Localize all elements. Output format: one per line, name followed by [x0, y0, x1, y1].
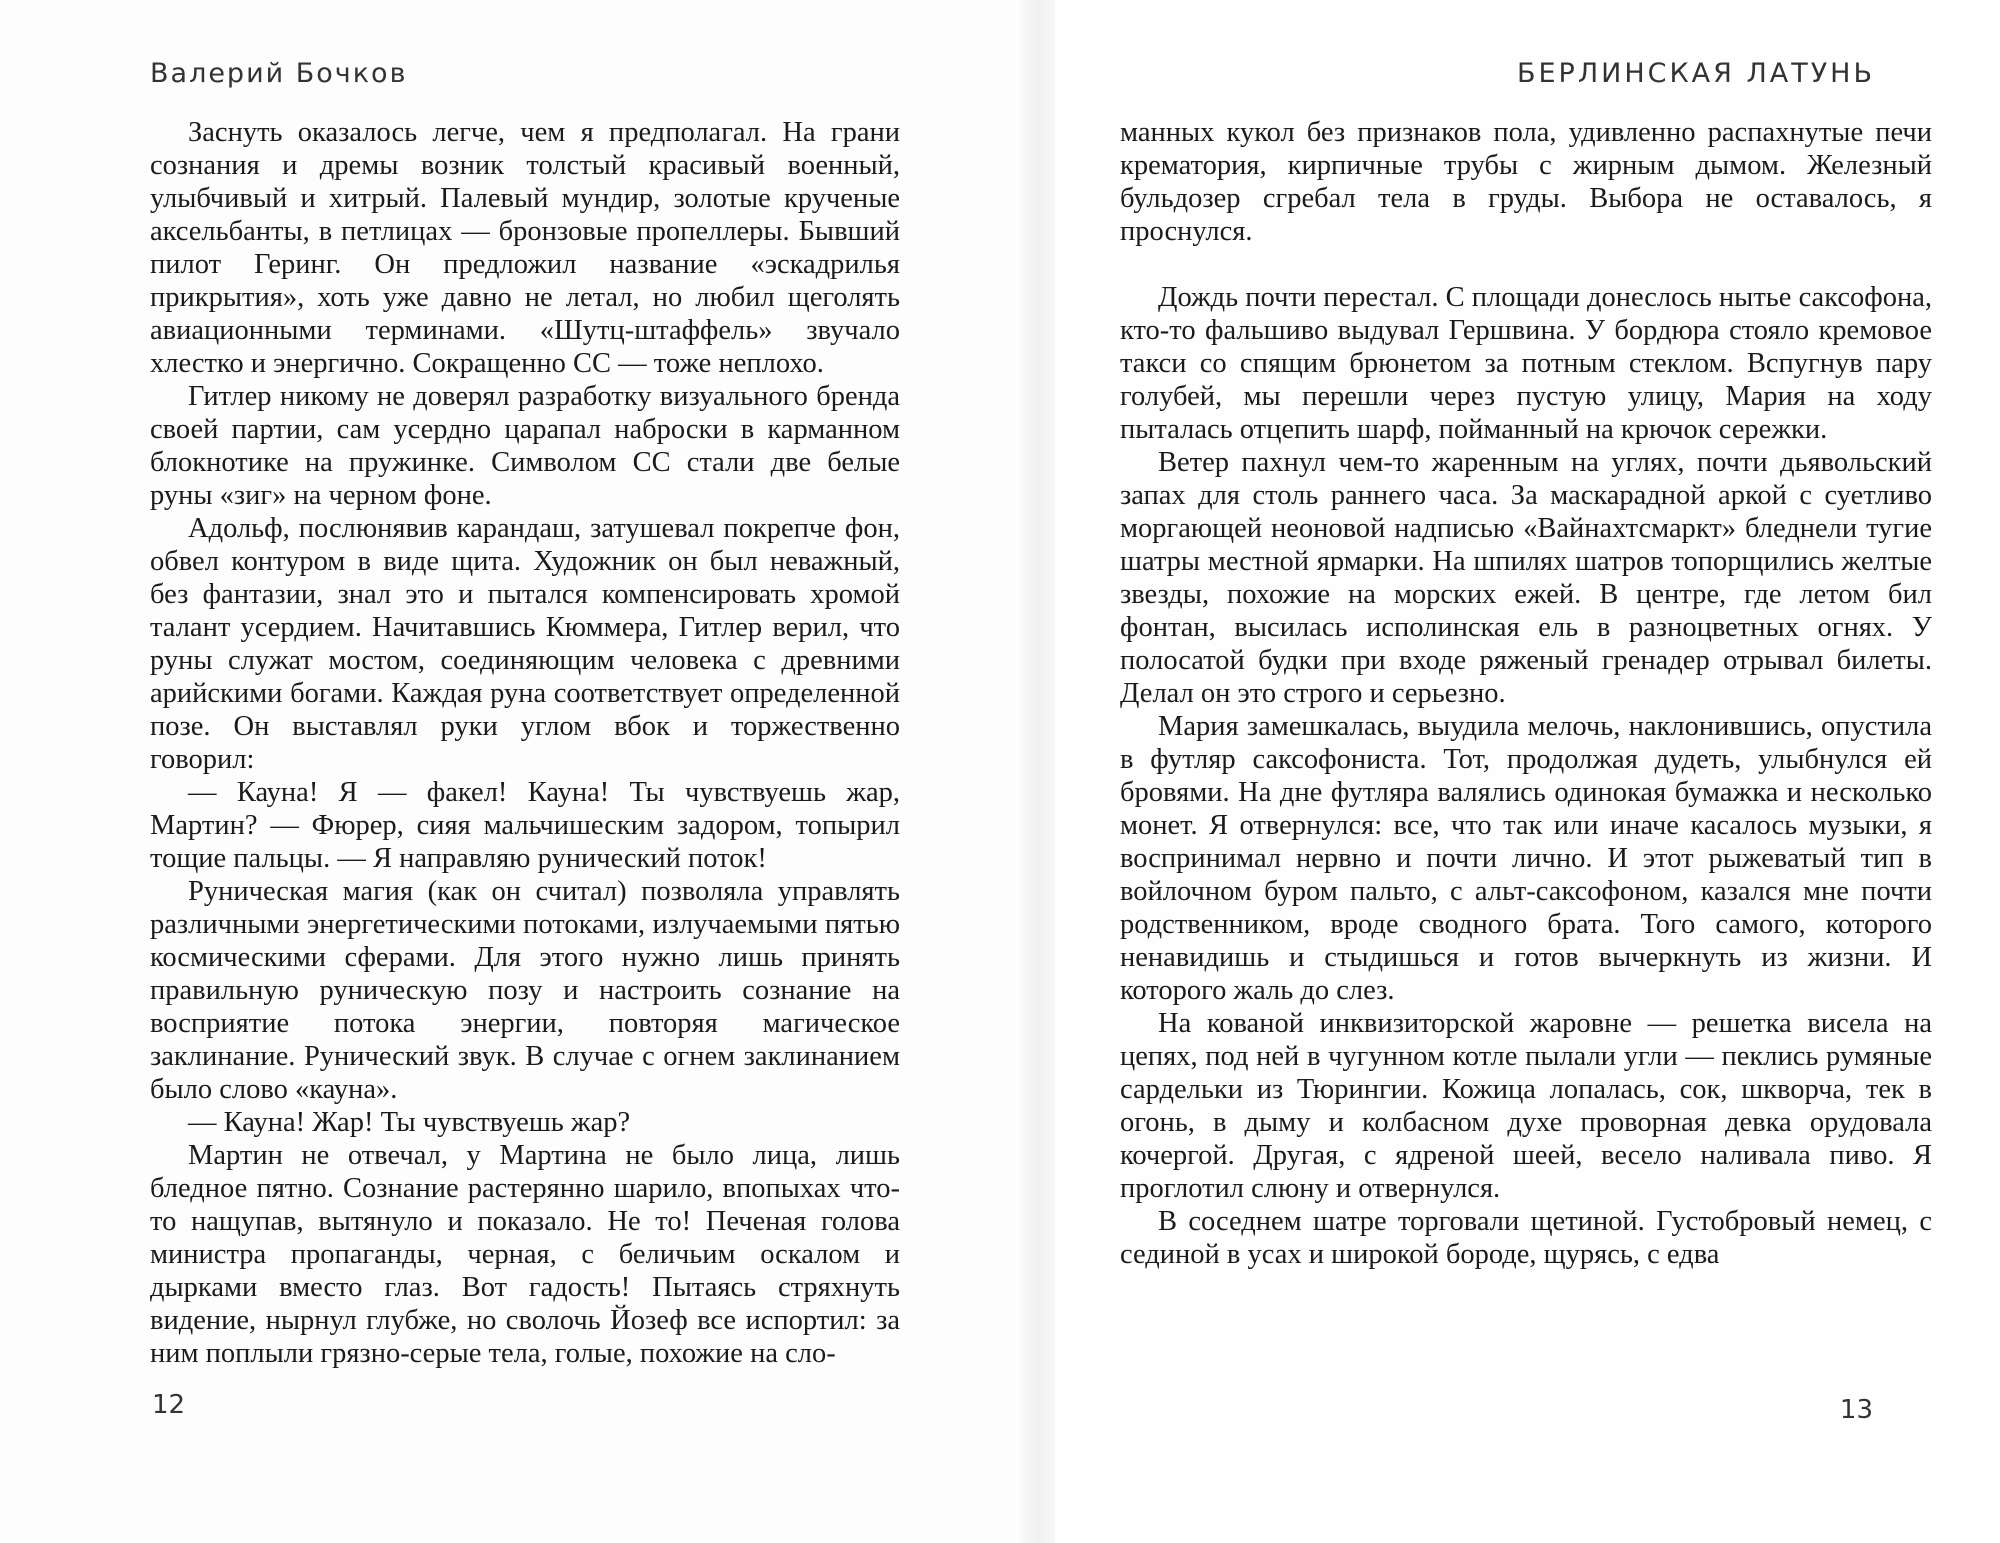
paragraph: Мария замешкалась, выудила мелочь, наклонившись, опустила в футляр саксофониста. Тот, продолжая дудеть, улыбнулся ей бровями. На дне футляра валялись одинокая бумажка и несколько монет. Я отвернулся: все, что так или иначе касалось музыки, я воспринимал нервно и почти лично. И этот рыжеватый тип в войлочном буром пальто, с альт-саксофоном, казался мне почти родственником, вроде сводного брата. Того самого, которого ненавидишь и стыдишься и готов вычеркнуть из жизни. И которого жаль до слез. [1120, 711, 1932, 1006]
right-page-text [1120, 116, 1932, 1271]
paragraph: Дождь почти перестал. С площади донеслось нытье саксофона, кто-то фальшиво выдувал Гершвина. У бордюра стояло кремовое такси со спящим брюнетом за потным стеклом. Вспугнув пару голубей, мы перешли через пустую улицу, Мария на ходу пыталась отцепить шарф, пойманный на крючок сережки. [1120, 282, 1932, 445]
left-page-text [150, 116, 900, 1370]
paragraph: Адольф, послюнявив карандаш, затушевал покрепче фон, обвел контуром в виде щита. Художник он был неважный, без фантазии, знал это и пытался компенсировать хромой талант усердием. Начитавшись Кюммера, Гитлер верил, что руны служат мостом, соединяющим человека с древними арийскими богами. Каждая руна соответствует определенной позе. Он выставлял руки углом вбок и торжественно говорил: [150, 513, 900, 775]
paragraph: На кованой инквизиторской жаровне — решетка висела на цепях, под ней в чугунном котле пылали угли — пеклись румяные сардельки из Тюрингии. Кожица лопалась, сок, шкворча, тек в огонь, в дыму и колбасном духе проворная девка орудовала кочергой. Другая, с ядреной шеей, весело наливала пиво. Я проглотил слюну и отвернулся. [1120, 1008, 1932, 1204]
paragraph: Руническая магия (как он считал) позволяла управлять различными энергетическими потоками, излучаемыми пятью космическими сферами. Для этого нужно лишь принять правильную руническую позу и настроить сознание на восприятие потока энергии, повторяя магическое заклинание. Рунический звук. В случае с огнем заклинанием было слово «кауна». [150, 876, 900, 1105]
right-page [1055, 0, 2000, 1543]
page-number: 12 [152, 1390, 186, 1420]
paragraph: Гитлер никому не доверял разработку визуального бренда своей партии, сам усердно царапал наброски в карманном блокнотике на пружинке. Символом СС стали две белые руны «зиг» на черном фоне. [150, 381, 900, 511]
paragraph: В соседнем шатре торговали щетиной. Густобровый немец, с сединой в усах и широкой бороде, щурясь, с едва [1120, 1206, 1932, 1270]
running-head-title: БЕРЛИНСКАЯ ЛАТУНЬ [1516, 58, 1875, 89]
paragraph: Заснуть оказалось легче, чем я предполагал. На грани сознания и дремы возник толстый красивый военный, улыбчивый и хитрый. Палевый мундир, золотые крученые аксельбанты, в петлицах — бронзовые пропеллеры. Бывший пилот Геринг. Он предложил название «эскадрилья прикрытия», хоть уже давно не летал, но любил щеголять авиационными терминами. «Шутц-штаффель» звучало хлестко и энергично. Сокращенно СС — тоже неплохо. [150, 117, 900, 379]
paragraph: Мартин не отвечал, у Мартина не было лица, лишь бледное пятно. Сознание растерянно шарило, впопыхах что-то нащупав, вытянуло и показало. Не то! Печеная голова министра пропаганды, черная, с беличьим оскалом и дырками вместо глаз. Вот гадость! Пытаясь стряхнуть видение, нырнул глубже, но сволочь Йозеф все испортил: за ним поплыли грязно-серые тела, голые, похожие на сло- [150, 1140, 900, 1369]
book-spine-gutter [1020, 0, 1055, 1543]
running-head-author: Валерий Бочков [150, 58, 408, 89]
continued-paragraph: манных кукол без признаков пола, удивленно распахнутые печи крематория, кирпичные трубы с жирным дымом. Железный бульдозер сгребал тела в груды. Выбора не оставалось, я проснулся. [1120, 117, 1932, 247]
dialogue-line: — Кауна! Я — факел! Кауна! Ты чувствуешь жар, Мартин? — Фюрер, сияя мальчишеским задором, топырил тощие пальцы. — Я направляю рунический поток! [150, 777, 900, 874]
page-number: 13 [1839, 1395, 1873, 1425]
dialogue-line: — Кауна! Жар! Ты чувствуешь жар? [188, 1107, 631, 1138]
paragraph: Ветер пахнул чем-то жаренным на углях, почти дьявольский запах для столь раннего часа. За маскарадной аркой с суетливо моргающей неоновой надписью «Вайнахтсмаркт» бледнели тугие шатры местной ярмарки. На шпилях шатров топорщились желтые звезды, похожие на морских ежей. В центре, где летом бил фонтан, высилась исполинская ель в разноцветных огнях. У полосатой будки при входе ряженый гренадер отрывал билеты. Делал он это строго и серьезно. [1120, 447, 1932, 709]
